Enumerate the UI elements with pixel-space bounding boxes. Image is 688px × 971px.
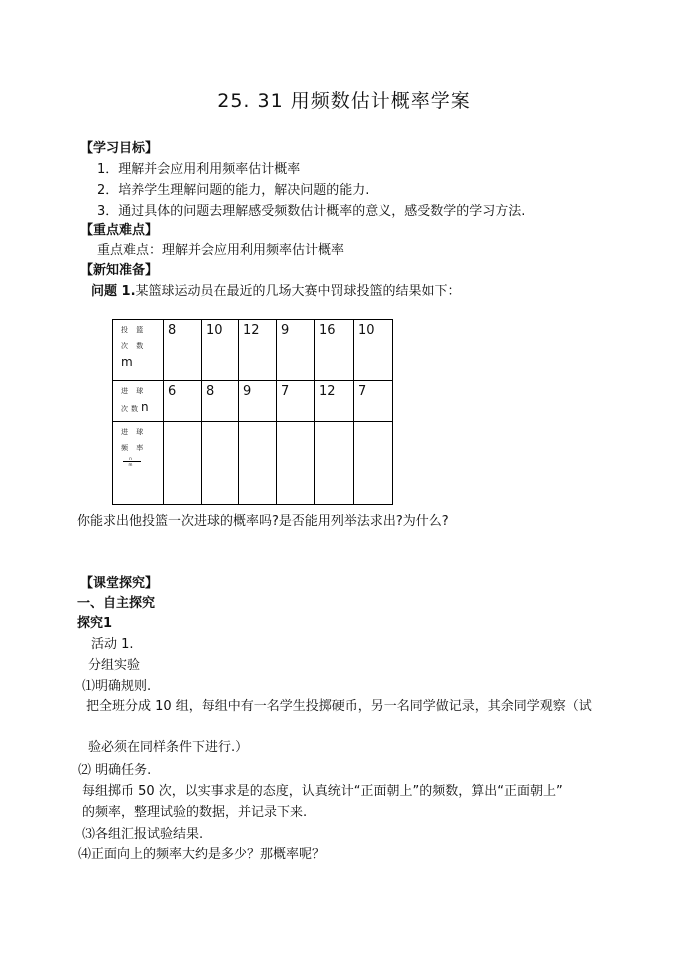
step-2-text-a: 每组掷币 50 次，以实事求是的态度，认真统计“正面朝上”的频数，算出“正面朝上”	[82, 784, 563, 799]
row-label-made: 进 球 次数n	[113, 381, 164, 422]
fraction-n-over-m: $\frac{n}{m}$	[123, 456, 141, 467]
step-2: ⑵ 明确任务.	[78, 763, 152, 778]
step-1-text-a: 把全班分成 10 组，每组中有一名学生投掷硬币，另一名同学做记录，其余同学观察（试	[86, 699, 592, 714]
table-row-attempts	[113, 320, 393, 381]
table-cell-empty	[164, 422, 202, 505]
table-cell: 10	[354, 320, 393, 381]
table-cell: 9	[239, 381, 277, 422]
table-question: 你能求出他投篮一次进球的概率吗?是否能用列举法求出?为什么?	[77, 514, 449, 529]
shooting-table	[112, 319, 393, 505]
table-cell: 12	[239, 320, 277, 381]
key-text: 重点难点：理解并会应用利用频率估计概率	[97, 243, 345, 258]
table-cell-empty	[202, 422, 239, 505]
goal-item-3: 3．通过具体的问题去理解感受频数估计概率的意义，感受数学的学习方法.	[97, 204, 526, 219]
table-cell-empty	[315, 422, 354, 505]
step-4: ⑷正面向上的频率大约是多少？那概率呢？	[78, 847, 326, 862]
row-label-attempts: 投 篮 次 数 m	[113, 320, 164, 381]
class-heading: 【课堂探究】	[80, 576, 159, 591]
sub-heading: 探究1	[77, 616, 113, 631]
step-1-text-b: 验必须在同样条件下进行.）	[88, 740, 249, 755]
key-heading: 【重点难点】	[80, 223, 159, 238]
step-1: ⑴明确规则.	[82, 679, 152, 694]
page-title: 25. 31 用频数估计概率学案	[217, 90, 471, 112]
group-label: 分组实验	[88, 658, 141, 673]
table-cell: 6	[164, 381, 202, 422]
table-cell: 7	[354, 381, 393, 422]
prep-heading: 【新知准备】	[80, 263, 159, 278]
question-text: 某篮球运动员在最近的几场大赛中罚球投篮的结果如下：	[135, 284, 461, 299]
step-3: ⑶各组汇报试验结果.	[82, 827, 204, 842]
table-cell: 16	[315, 320, 354, 381]
table-cell-empty	[277, 422, 315, 505]
step-2-text-b: 的频率，整理试验的数据，并记录下来.	[82, 805, 308, 820]
table-row-made	[113, 381, 393, 422]
row-label-frequency: 进 球 频 率 $\frac{n}{m}$	[113, 422, 164, 505]
table-cell-empty	[354, 422, 393, 505]
goals-heading: 【学习目标】	[80, 141, 159, 156]
question-label: 问题 1.	[91, 284, 136, 299]
table-cell: 7	[277, 381, 315, 422]
goal-item-1: 1．理解并会应用利用频率估计概率	[97, 162, 301, 177]
table-cell: 12	[315, 381, 354, 422]
table-cell: 9	[277, 320, 315, 381]
table-row-frequency	[113, 422, 393, 505]
activity-label: 活动 1.	[91, 637, 134, 652]
goal-item-2: 2．培养学生理解问题的能力，解决问题的能力.	[97, 183, 370, 198]
table-cell: 10	[202, 320, 239, 381]
table-cell-empty	[239, 422, 277, 505]
table-cell: 8	[202, 381, 239, 422]
question-1	[91, 283, 461, 301]
section-heading: 一、自主探究	[77, 596, 156, 611]
table-cell: 8	[164, 320, 202, 381]
